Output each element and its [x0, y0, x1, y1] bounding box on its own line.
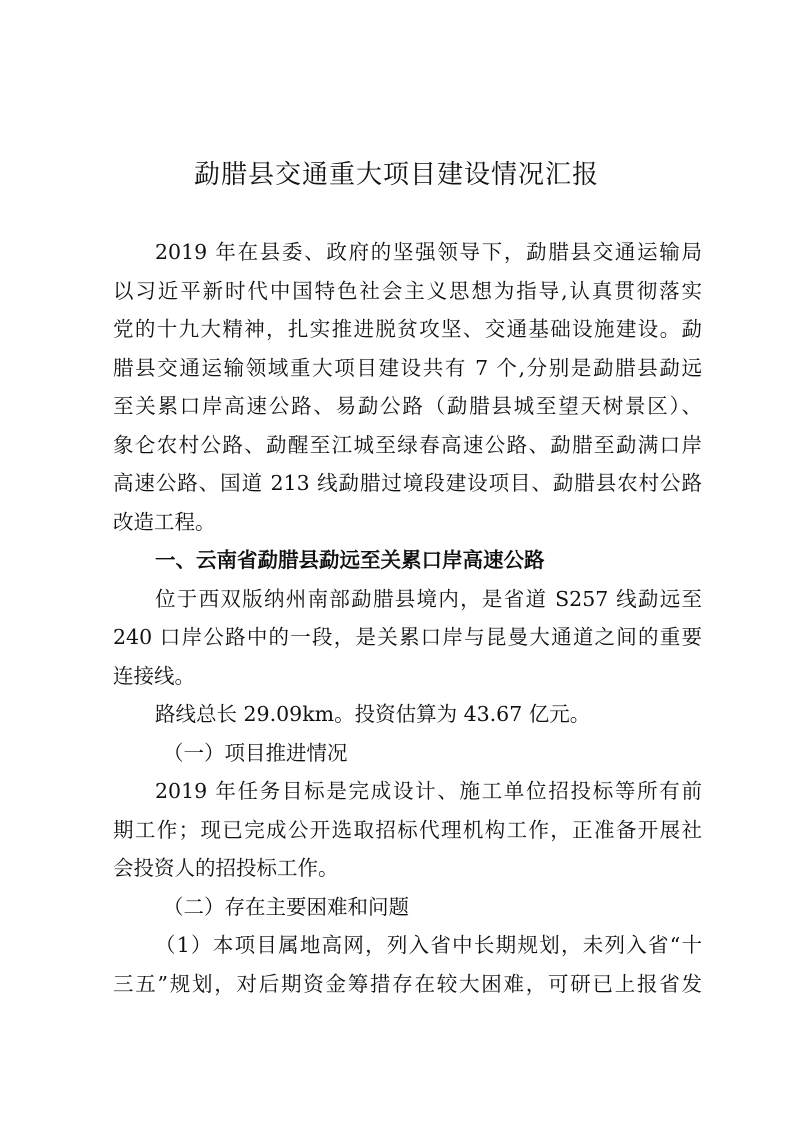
section-paragraph-line: 240 口岸公路中的一段，是关累口岸与昆曼大通道之间的重要 [113, 625, 702, 649]
subsection-paragraph-line: 期工作；现已完成公开选取招标代理机构工作，正准备开展社 [113, 817, 702, 842]
intro-line: 至关累口岸高速公路、易勐公路（勐腊县城至望天树景区）、 [113, 394, 702, 418]
subsection-paragraph-line: 三五”规划，对后期资金筹措存在较大困难，可研已上报省发 [113, 971, 702, 996]
document-body [113, 233, 702, 1003]
section-paragraph-line: 路线总长 29.09km。投资估算为 43.67 亿元。 [155, 702, 591, 726]
subsection-paragraph-line: （1）本项目属地高网，列入省中长期规划，未列入省“十 [155, 933, 702, 957]
section-paragraph-line: 位于西双版纳州南部勐腊县境内，是省道 S257 线勐远至 [155, 586, 702, 611]
intro-line: 2019 年在县委、政府的坚强领导下，勐腊县交通运输局 [155, 240, 702, 264]
section-heading: 一、云南省勐腊县勐远至关累口岸高速公路 [155, 548, 545, 572]
subsection-heading: （二）存在主要困难和问题 [163, 894, 409, 919]
intro-line: 高速公路、国道 213 线勐腊过境段建设项目、勐腊县农村公路 [113, 471, 702, 495]
intro-line: 以习近平新时代中国特色社会主义思想为指导,认真贯彻落实 [113, 278, 702, 303]
intro-line: 改造工程。 [113, 509, 216, 534]
intro-line: 腊县交通运输领域重大项目建设共有 7 个,分别是勐腊县勐远 [113, 355, 702, 380]
section-paragraph-line: 连接线。 [113, 663, 195, 688]
subsection-heading: （一）项目推进情况 [163, 740, 348, 765]
intro-line: 党的十九大精神，扎实推进脱贫攻坚、交通基础设施建设。勐 [113, 317, 702, 341]
intro-line: 象仑农村公路、勐醒至江城至绿春高速公路、勐腊至勐满口岸 [113, 432, 702, 457]
subsection-paragraph-line: 2019 年任务目标是完成设计、施工单位招投标等所有前 [155, 779, 702, 803]
document-title: 勐腊县交通重大项目建设情况汇报 [193, 160, 599, 190]
subsection-paragraph-line: 会投资人的招投标工作。 [113, 856, 339, 880]
